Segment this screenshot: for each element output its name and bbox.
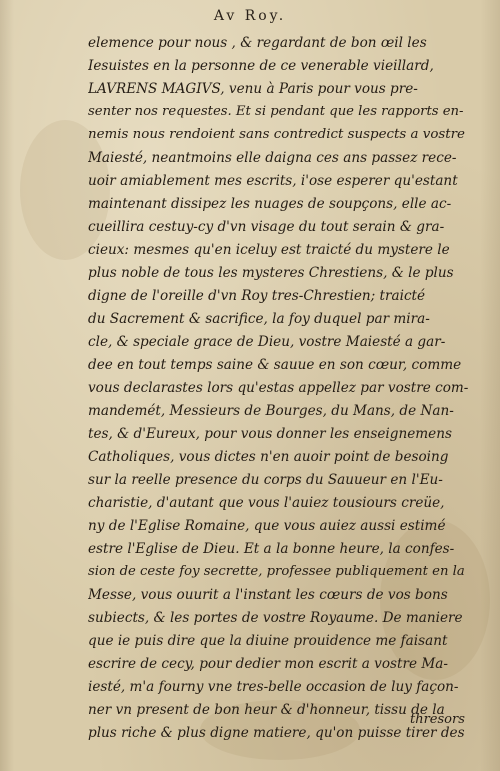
text-line: LAVRENS MAGIVS, venu à Paris pour vous pre- [88,81,418,97]
text-line: ny de l'Eglise Romaine, que vous auiez aussi estimé [88,518,446,534]
text-line: elemence pour nous , & regardant de bon œil les [88,35,427,51]
text-line: plus riche & plus digne matiere, qu'on puisse tirer des [88,725,465,741]
text-line: nemis nous rendoient sans contredict suspects a vostre [88,127,465,142]
text-line: Messe, vous ouurit a l'instant les cœurs de vos bons [88,587,448,603]
text-line: estre l'Eglise de Dieu. Et a la bonne heure, la confes- [88,541,455,557]
text-line: iesté, m'a fourny vne tres-belle occasion de luy façon- [88,679,459,695]
text-line: cle, & speciale grace de Dieu, vostre Maiesté a gar- [88,334,446,350]
text-line: cueillira cestuy-cy d'vn visage du tout serain & gra- [88,219,445,235]
text-line: Catholiques, vous dictes n'en auoir point de besoing [88,449,449,465]
text-line: mandemét, Messieurs de Bourges, du Mans, de Nan- [88,403,454,419]
text-line: plus noble de tous les mysteres Chrestiens, & le plus [88,265,454,281]
text-line: maintenant dissipez les nuages de soupçons, elle ac- [88,196,452,212]
running-header: Av Roy. [213,8,287,24]
text-line: dee en tout temps saine & sauue en son cœur, comme [88,357,462,373]
text-line: Maiesté, neantmoins elle daigna ces ans passez rece- [88,150,457,166]
text-line: escrire de cecy, pour dedier mon escrit a vostre Ma- [88,656,448,672]
text-line: uoir amiablement mes escrits, i'ose esperer qu'estant [88,173,458,189]
text-line: digne de l'oreille d'vn Roy tres-Chrestien; traicté [88,288,426,304]
text-line: charistie, d'autant que vous l'auiez tousiours creüe, [88,495,445,511]
text-line: cieux: mesmes qu'en iceluy est traicté du mystere le [88,242,450,258]
text-line: subiects, & les portes de vostre Royaume. De maniere [88,610,463,626]
text-line: du Sacrement & sacrifice, la foy duquel par mira- [88,311,430,327]
text-line: sur la reelle presence du corps du Sauueur en l'Eu- [88,472,443,488]
text-line: sion de ceste foy secrette, professee publiquement en la [88,564,465,579]
text-line: tes, & d'Eureux, pour vous donner les enseignemens [88,426,452,442]
text-line: senter nos requestes. Et si pendant que les rapports en- [88,104,464,119]
text-line: ner vn present de bon heur & d'honneur, tissu de la [88,702,445,718]
text-line: vous declarastes lors qu'estas appellez par vostre com- [88,380,468,396]
text-line: que ie puis dire que la diuine prouidence me faisant [88,633,448,649]
text-line: Iesuistes en la personne de ce venerable vieillard, [88,58,434,74]
catchword: thresors [410,712,465,727]
